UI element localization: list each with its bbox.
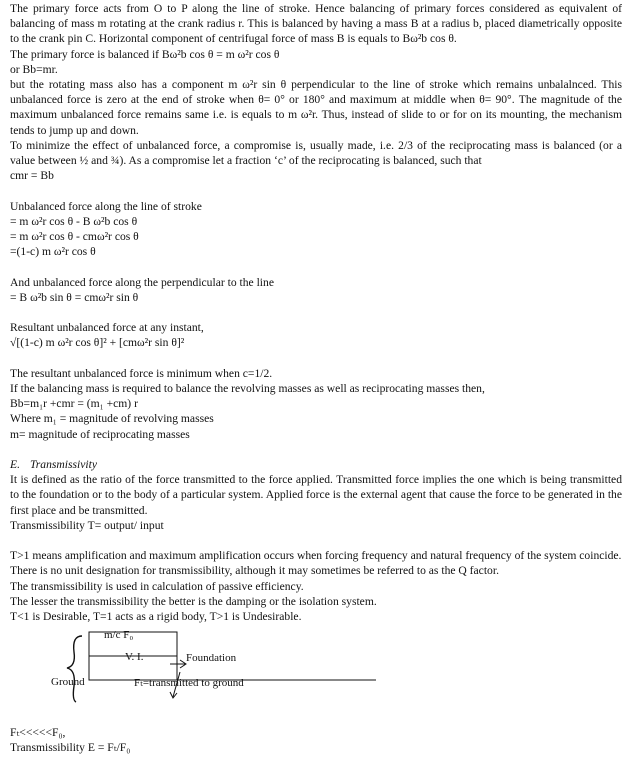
text-line: There is no unit designation for transmissibility, although it may sometimes be referred to as the Q factor. [10,564,499,578]
text-line: The lesser the transmissibility the better is the damping or the isolation system. [10,594,377,608]
paragraph: To minimize the effect of unbalanced force, a compromise is, usually made, i.e. 2/3 of the reciprocating mass is balanced (or a value between ½ and ¾). As a compromise let a fraction ‘c’ of the reciprocating is balanced, such that [10,138,622,168]
text-line: Resultant unbalanced force at any instant, [10,321,204,335]
paragraph: The primary force acts from O to P along the line of stroke. Hence balancing of primary forces considered as equivalent of balancing of mass m rotating at the crank radius r. This is balanced by having a mass B at a radius b, placed diametrically opposite to the crank pin C. Horizontal component of centrifugal force of mass B is equals to Bω²b cos θ. [10,2,622,46]
text-line: T>1 means amplification and maximum amplification occurs when forcing frequency and natural frequency of the system coincide. [10,549,622,563]
equation-line: =(1-c) m ω²r cos θ [10,245,96,259]
text-line: The resultant unbalanced force is minimum when c=1/2. [10,366,273,380]
paragraph: It is defined as the ratio of the force transmitted to the force applied. Transmitted force implies the one which is being transmitted to the foundation or to the body of a particular system. Applied force is the external agent that cause the force to be generated in the first place and be transmitted. [10,473,622,517]
isolator-label: V. I. [125,651,144,664]
section-heading [10,457,622,472]
equation-line: Fₜ<<<<<F₀, [10,726,66,740]
paragraph: but the rotating mass also has a component m ω²r sin θ perpendicular to the line of stroke which remains unbalalnced. This unbalanced force is zero at the end of stroke when θ= 0° or 180° and maximum at middle when θ= 90°. The magnitude of the maximum unbalanced force remains same i.e. is equals to m ω²r. Thus, instead of slide to or for on its mounting, the mechanism tends to jump up and down. [10,78,622,137]
text-line: If the balancing mass is required to balance the revolving masses as well as reciprocating masses then, [10,382,485,396]
machine-label: m/c F₀ [104,629,134,642]
text-line: m= magnitude of reciprocating masses [10,427,190,441]
text-line: Where m₁ = magnitude of revolving masses [10,412,214,426]
section-number: E. [10,458,20,472]
document-page [10,1,622,756]
text-line: The transmissibility is used in calculation of passive efficiency. [10,579,304,593]
text-line: T<1 is Desirable, T=1 acts as a rigid body, T>1 is Undesirable. [10,610,302,624]
text-line: And unbalanced force along the perpendicular to the line [10,275,274,289]
equation-line: Transmissibility T= output/ input [10,518,164,532]
ground-label: Ground [51,676,85,689]
isolation-diagram-drawing [10,630,622,725]
foundation-label: Foundation [186,652,237,665]
equation-line: Transmissibility E = Fₜ/F₀ [10,741,131,755]
equation-line: or Bb=mr. [10,62,58,76]
equation-line: cmr = Bb [10,169,54,183]
equation-line: = m ω²r cos θ - cmω²r cos θ [10,230,139,244]
transmitted-label: Fₜ=transmitted to ground [134,677,244,690]
equation-line: = m ω²r cos θ - B ω²b cos θ [10,214,138,228]
equation-line: Bb=m₁r +cmr = (m₁ +cm) r [10,397,138,411]
section-title: Transmissivity [29,458,97,472]
equation-line: = B ω²b sin θ = cmω²r sin θ [10,290,139,304]
equation-line: √[(1-c) m ω²r cos θ]² + [cmω²r sin θ]² [10,336,185,350]
isolation-diagram [10,630,622,725]
equation-line: The primary force is balanced if Bω²b cos θ = m ω²r cos θ [10,47,280,61]
text-line: Unbalanced force along the line of stroke [10,199,202,213]
curly-brace [67,636,82,702]
